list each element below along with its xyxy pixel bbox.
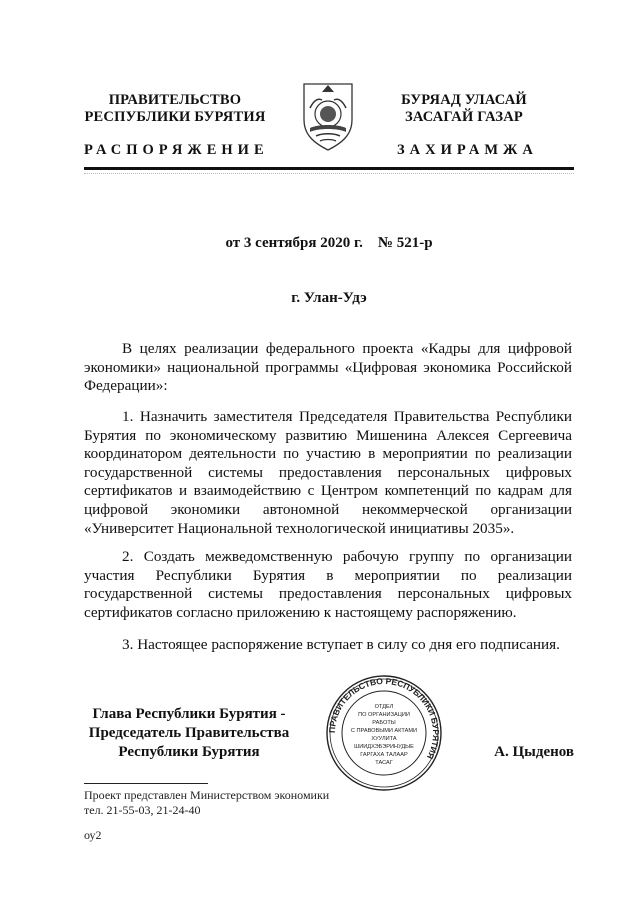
signatory-title-line3: Республики Бурятия bbox=[118, 744, 260, 760]
stamp-line-8: ТАСАГ bbox=[375, 760, 393, 766]
preamble-text: В целях реализации федерального проекта «Кадры для цифровой экономики» национальной программы «Цифровая экономика Российской Федерации»: bbox=[84, 340, 572, 395]
signatory-name: А. Цыденов bbox=[494, 744, 574, 760]
coat-of-arms bbox=[296, 80, 360, 152]
item-3 bbox=[84, 636, 572, 655]
project-note: Проект представлен Министерством экономики bbox=[84, 788, 330, 802]
item-1 bbox=[84, 408, 572, 538]
signatory-title-line1: Глава Республики Бурятия - bbox=[92, 706, 286, 722]
footer-divider bbox=[84, 783, 208, 784]
preamble bbox=[84, 340, 572, 396]
stamp-line-4: С ПРАВОВЫМИ АКТАМИ bbox=[350, 728, 418, 734]
stamp-line-5: ХУУЛИТА bbox=[371, 736, 397, 742]
contact-phones: тел. 21-55-03, 21-24-40 bbox=[84, 803, 201, 817]
buryatia-coat-of-arms-icon bbox=[296, 80, 360, 152]
item-2 bbox=[84, 548, 572, 622]
header-divider bbox=[84, 167, 574, 170]
stamp-line-7: ГАРГАХА ТАЛААР bbox=[360, 752, 408, 758]
footer-note bbox=[84, 788, 384, 818]
gov-title-ru: ПРАВИТЕЛЬСТВО bbox=[108, 92, 242, 108]
document-date-number: от 3 сентября 2020 г. № 521-р bbox=[225, 235, 433, 251]
header-dotted-divider bbox=[84, 173, 574, 174]
item-3-text: 3. Настоящее распоряжение вступает в силу со дня его подписания. bbox=[122, 636, 560, 653]
gov-subtitle-bua: ЗАСАГАЙ ГАЗАР bbox=[405, 109, 523, 125]
item-2-text: 2. Создать межведомственную рабочую группу по организации участия Республики Бурятия в мероприятии по реализации государственной системы предоставления персональных цифровых сертификатов согласно приложению к настоящему распоряжению. bbox=[84, 548, 572, 621]
stamp-line-3: РАБОТЫ bbox=[372, 720, 396, 726]
stamp-line-2: ПО ОРГАНИЗАЦИИ bbox=[358, 712, 410, 718]
item-1-text: 1. Назначить заместителя Председателя Правительства Республики Бурятия по экономическому развитию Мишенина Алексея Сергеевича координатором деятельности по участию в мероприятии по реализации государственной системы предоставления персональных цифровых сертификатов и взаимодействию с Центром компетенций по кадрам для цифровой экономики автономной некоммерческой организации «Университет Национальной технологической инициативы 2035». bbox=[84, 408, 572, 537]
signatory-title-line2: Председатель Правительства bbox=[88, 725, 290, 741]
stamp-line-6: ШИИДХЭБЭРИНУДЫЕ bbox=[354, 744, 414, 750]
stamp-line-1: ОТДЕЛ bbox=[374, 704, 394, 710]
gov-title-bua: БУРЯАД УЛАСАЙ bbox=[401, 92, 527, 108]
gov-subtitle-ru: РЕСПУБЛИКИ БУРЯТИЯ bbox=[84, 109, 266, 125]
document-kind-ru: РАСПОРЯЖЕНИЕ bbox=[84, 142, 269, 158]
document-city: г. Улан-Удэ bbox=[291, 290, 367, 306]
header-left bbox=[80, 92, 270, 126]
header-right bbox=[384, 92, 544, 126]
signatory-title bbox=[74, 705, 304, 762]
official-stamp bbox=[324, 673, 444, 793]
document-kind-bua: ЗАХИРАМЖА bbox=[397, 142, 538, 158]
stamp-ring-text: ПРАВИТЕЛЬСТВО РЕСПУБЛИКИ БУРЯТИЯ bbox=[326, 675, 442, 761]
document-code: оу2 bbox=[84, 828, 102, 842]
stamp-seal-icon bbox=[324, 673, 444, 793]
